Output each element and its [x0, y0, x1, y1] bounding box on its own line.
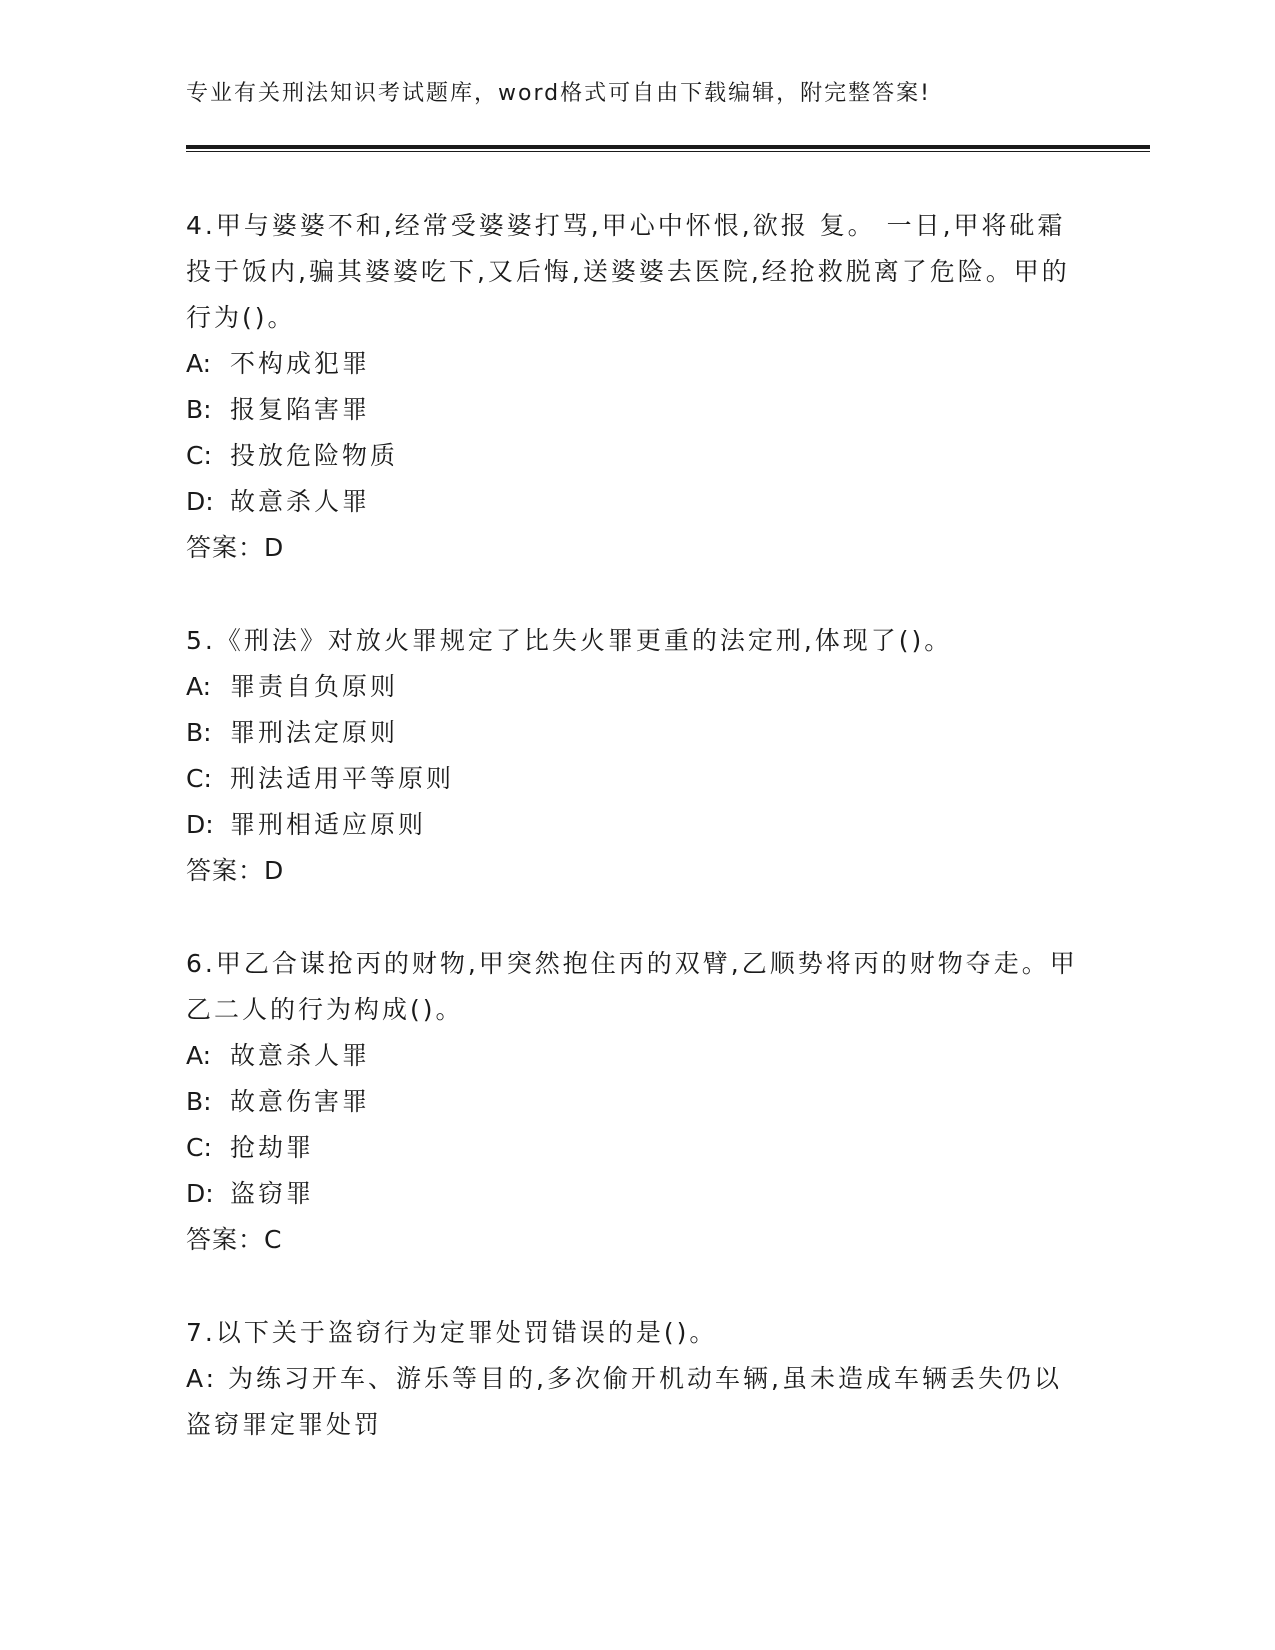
option-d — [186, 1171, 1086, 1217]
option-letter: D: — [186, 487, 214, 516]
option-letter: C: — [186, 441, 212, 470]
option-text: 罪刑相适应原则 — [230, 810, 427, 839]
option-letter: C: — [186, 1133, 212, 1162]
answer-line: 答案：D — [186, 533, 285, 562]
answer-line: 答案：C — [186, 1225, 283, 1254]
option-letter: A: — [186, 1364, 218, 1393]
option-text: 故意伤害罪 — [230, 1087, 371, 1116]
option-c — [186, 1125, 1086, 1171]
option-text: 为练习开车、游乐等目的,多次偷开机动车辆,虽未造成车辆丢失仍以盗窃罪定罪处罚 — [186, 1364, 1062, 1439]
option-b — [186, 710, 1086, 756]
option-a — [186, 1356, 1086, 1448]
question-text: 6.甲乙合谋抢丙的财物,甲突然抱住丙的双臂,乙顺势将丙的财物夺走。甲乙二人的行为构成()。 — [186, 949, 1078, 1024]
option-b — [186, 1079, 1086, 1125]
option-letter: D: — [186, 1179, 214, 1208]
answer-line: 答案：D — [186, 856, 285, 885]
question-4 — [186, 203, 1086, 571]
option-letter: B: — [186, 718, 212, 747]
option-text: 抢劫罪 — [230, 1133, 315, 1162]
option-text: 罪刑法定原则 — [230, 718, 399, 747]
option-text: 不构成犯罪 — [230, 349, 371, 378]
header-rule-thin — [186, 151, 1150, 152]
question-list — [186, 203, 1086, 1495]
option-a — [186, 341, 1086, 387]
option-a — [186, 1033, 1086, 1079]
option-text: 故意杀人罪 — [230, 1041, 371, 1070]
option-b — [186, 387, 1086, 433]
option-letter: A: — [186, 349, 212, 378]
option-d — [186, 802, 1086, 848]
option-c — [186, 433, 1086, 479]
option-letter: D: — [186, 810, 214, 839]
option-letter: A: — [186, 672, 212, 701]
option-text: 盗窃罪 — [230, 1179, 315, 1208]
question-text: 4.甲与婆婆不和,经常受婆婆打骂,甲心中怀恨,欲报 复。 一日,甲将砒霜投于饭内,骗其婆婆吃下,又后悔,送婆婆去医院,经抢救脱离了危险。甲的行为()。 — [186, 211, 1070, 332]
question-6 — [186, 941, 1086, 1263]
option-text: 投放危险物质 — [230, 441, 399, 470]
option-d — [186, 479, 1086, 525]
question-text: 7.以下关于盗窃行为定罪处罚错误的是()。 — [186, 1318, 718, 1347]
option-letter: B: — [186, 395, 212, 424]
question-text: 5.《刑法》对放火罪规定了比失火罪更重的法定刑,体现了()。 — [186, 626, 953, 655]
option-text: 故意杀人罪 — [230, 487, 371, 516]
header-rule-thick — [186, 145, 1150, 149]
question-5 — [186, 618, 1086, 894]
option-letter: C: — [186, 764, 212, 793]
question-7 — [186, 1310, 1086, 1448]
option-c — [186, 756, 1086, 802]
option-letter: A: — [186, 1041, 212, 1070]
document-header: 专业有关刑法知识考试题库，word格式可自由下载编辑，附完整答案! — [186, 81, 931, 106]
option-letter: B: — [186, 1087, 212, 1116]
option-text: 报复陷害罪 — [230, 395, 371, 424]
option-a — [186, 664, 1086, 710]
option-text: 罪责自负原则 — [230, 672, 399, 701]
option-text: 刑法适用平等原则 — [230, 764, 455, 793]
